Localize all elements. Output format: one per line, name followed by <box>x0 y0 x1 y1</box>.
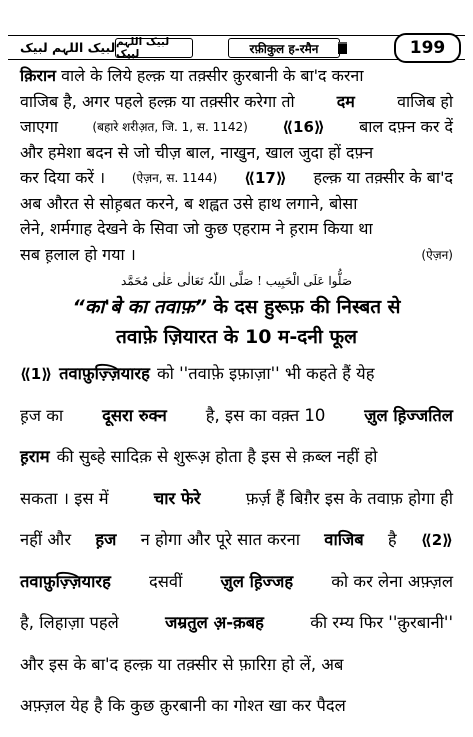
section-heading-line-1 <box>10 294 463 320</box>
text-line-10 <box>20 404 453 428</box>
text-line-13 <box>20 528 453 552</box>
heading-rest: के दस हुरूफ़ की निस्बत से <box>213 296 401 318</box>
text-span: है, इस का वक़्त 10 <box>205 405 326 425</box>
header-label-left <box>20 38 127 57</box>
text-line-11 <box>20 445 453 469</box>
term-jamratul-aqabah: जम्रतुल अ़-क़बह <box>165 613 264 632</box>
text-span: फ़र्ज़ हैं बिग़ैर इस के तवाफ़ होगा ही <box>245 488 453 508</box>
book-title: रफ़ीकुल ह-रमैन <box>249 41 319 56</box>
text-span: को ''तवाफ़े इफ़ाज़ा'' भी कहते हैं येह <box>156 364 375 383</box>
text-span: बाल दफ़्न कर दें <box>359 117 453 136</box>
text-line-1 <box>20 64 453 88</box>
text-line-5 <box>20 166 453 190</box>
text-line-17 <box>20 694 453 718</box>
text-span: जाएगा <box>20 117 59 136</box>
text-span: वाले के लिये हल्क़ या तक़्सीर क़ुरबानी के बा'द करना <box>61 66 364 85</box>
text-span: वाजिब हो <box>397 91 453 111</box>
text-span: की सुब्हे सादिक़ से शुरूअ़ होता है इस से क़ब्ल नहीं हो <box>56 447 378 466</box>
heading-quoted: “का'बे का तवाफ़” <box>72 296 207 318</box>
text-line-3 <box>20 115 453 139</box>
text-span: कर दिया करें । <box>20 168 106 187</box>
point-number-17: ⟪17⟫ <box>244 169 287 187</box>
term-tawaf-ziyarah: तवाफ़ुज़्ज़ियारह <box>59 364 150 383</box>
text-span: हल्क़ या तक़्सीर के बा'द <box>313 168 453 187</box>
term-four-rounds: चार फेरे <box>153 488 201 508</box>
text-line-2 <box>20 90 453 114</box>
text-span: और इस के बा'द हल्क़ या तक़्सीर से फ़ारिग़ हो लें, अब <box>20 654 344 674</box>
text-line-6 <box>20 192 453 216</box>
text-span: दसवीं <box>148 571 183 591</box>
citation: (बहारे शरीअ़त, जि. 1, स. 1142) <box>92 120 248 134</box>
text-line-8 <box>20 243 453 267</box>
text-span: और हमेशा बदन से जो चीज़ बाल, नाखुन, खाल जुदा हों दफ़्न <box>20 142 374 162</box>
term-qiran: क़िरान <box>20 66 57 85</box>
point-number-16: ⟪16⟫ <box>282 118 325 136</box>
term-second-rukn: दूसरा रुक्न <box>102 405 167 425</box>
arabic-salutation: صَلُّوا عَلَی الْحَبِیب ! صَلَّی اللّٰہُ تَعَالٰی عَلٰی مُحَمَّد <box>120 274 353 288</box>
term-dam: दम <box>336 91 355 111</box>
point-number-1: ⟪1⟫ <box>20 365 53 383</box>
term-hajj: ह़ज <box>95 530 117 549</box>
text-line-16 <box>20 653 453 677</box>
term-zul-hijjah: ज़ुल ह़िज्जह <box>220 571 294 591</box>
point-number-2: ⟪2⟫ <box>420 531 453 549</box>
text-span: सकता । इस में <box>20 488 109 508</box>
term-tawaf-ziyarah: तवाफ़ुज़्ज़ियारह <box>20 571 111 591</box>
text-line-12 <box>20 487 453 511</box>
text-line-14 <box>20 570 453 594</box>
term-wajib: वाजिब <box>324 530 364 549</box>
header-label-right <box>338 38 347 57</box>
text-span: की रम्य फिर ''क़ुरबानी'' <box>310 613 453 632</box>
term-haram: ह़राम <box>20 447 50 466</box>
citation: (ऐज़न, स. 1144) <box>131 171 218 185</box>
citation: (ऐज़न) <box>421 247 453 262</box>
text-line-15 <box>20 611 453 635</box>
text-span: लेने, शर्मगाह देखने के सिवा जो कुछ एहराम ने ह़राम किया था <box>20 219 373 238</box>
text-span: अब औरत से सोह़बत करने, ब शह्वत उसे हाथ लगाने, बोसा <box>20 193 358 213</box>
text-line-9 <box>20 362 453 386</box>
header-ornament-box <box>115 38 193 58</box>
text-span: है, लिहाज़ा पहले <box>20 613 119 632</box>
text-span: न होगा और पूरे सात करना <box>140 530 301 549</box>
text-span: अफ़्ज़ल येह है कि कुछ क़ुरबानी का गोश्त खा कर पैदल <box>20 696 346 715</box>
text-span: सब ह़लाल हो गया । <box>20 244 136 264</box>
kaaba-icon <box>338 42 347 54</box>
text-span: नहीं और <box>20 530 72 549</box>
text-span: वाजिब है, अगर पहले हल्क़ या तक़्सीर करेगा तो <box>20 91 295 111</box>
text-line-4 <box>20 141 453 165</box>
section-heading-line-2: तवाफ़े ज़ियारत के 10 म-दनी फूल <box>116 326 357 348</box>
term-zul-hijja: ज़ुल ह़िज्जतिल <box>364 405 453 425</box>
header-title-box <box>228 38 340 58</box>
header-label-left-text: لبیک اللہم لبیک <box>20 40 116 55</box>
text-span: को कर लेना अफ़्ज़ल <box>331 571 453 591</box>
text-span: ह़ज का <box>20 405 64 425</box>
text-span: है <box>387 530 397 549</box>
text-line-7 <box>20 217 453 241</box>
page-number: 199 <box>394 33 461 63</box>
header-ornament-text: لبیک اللہم لبیک <box>116 36 170 60</box>
